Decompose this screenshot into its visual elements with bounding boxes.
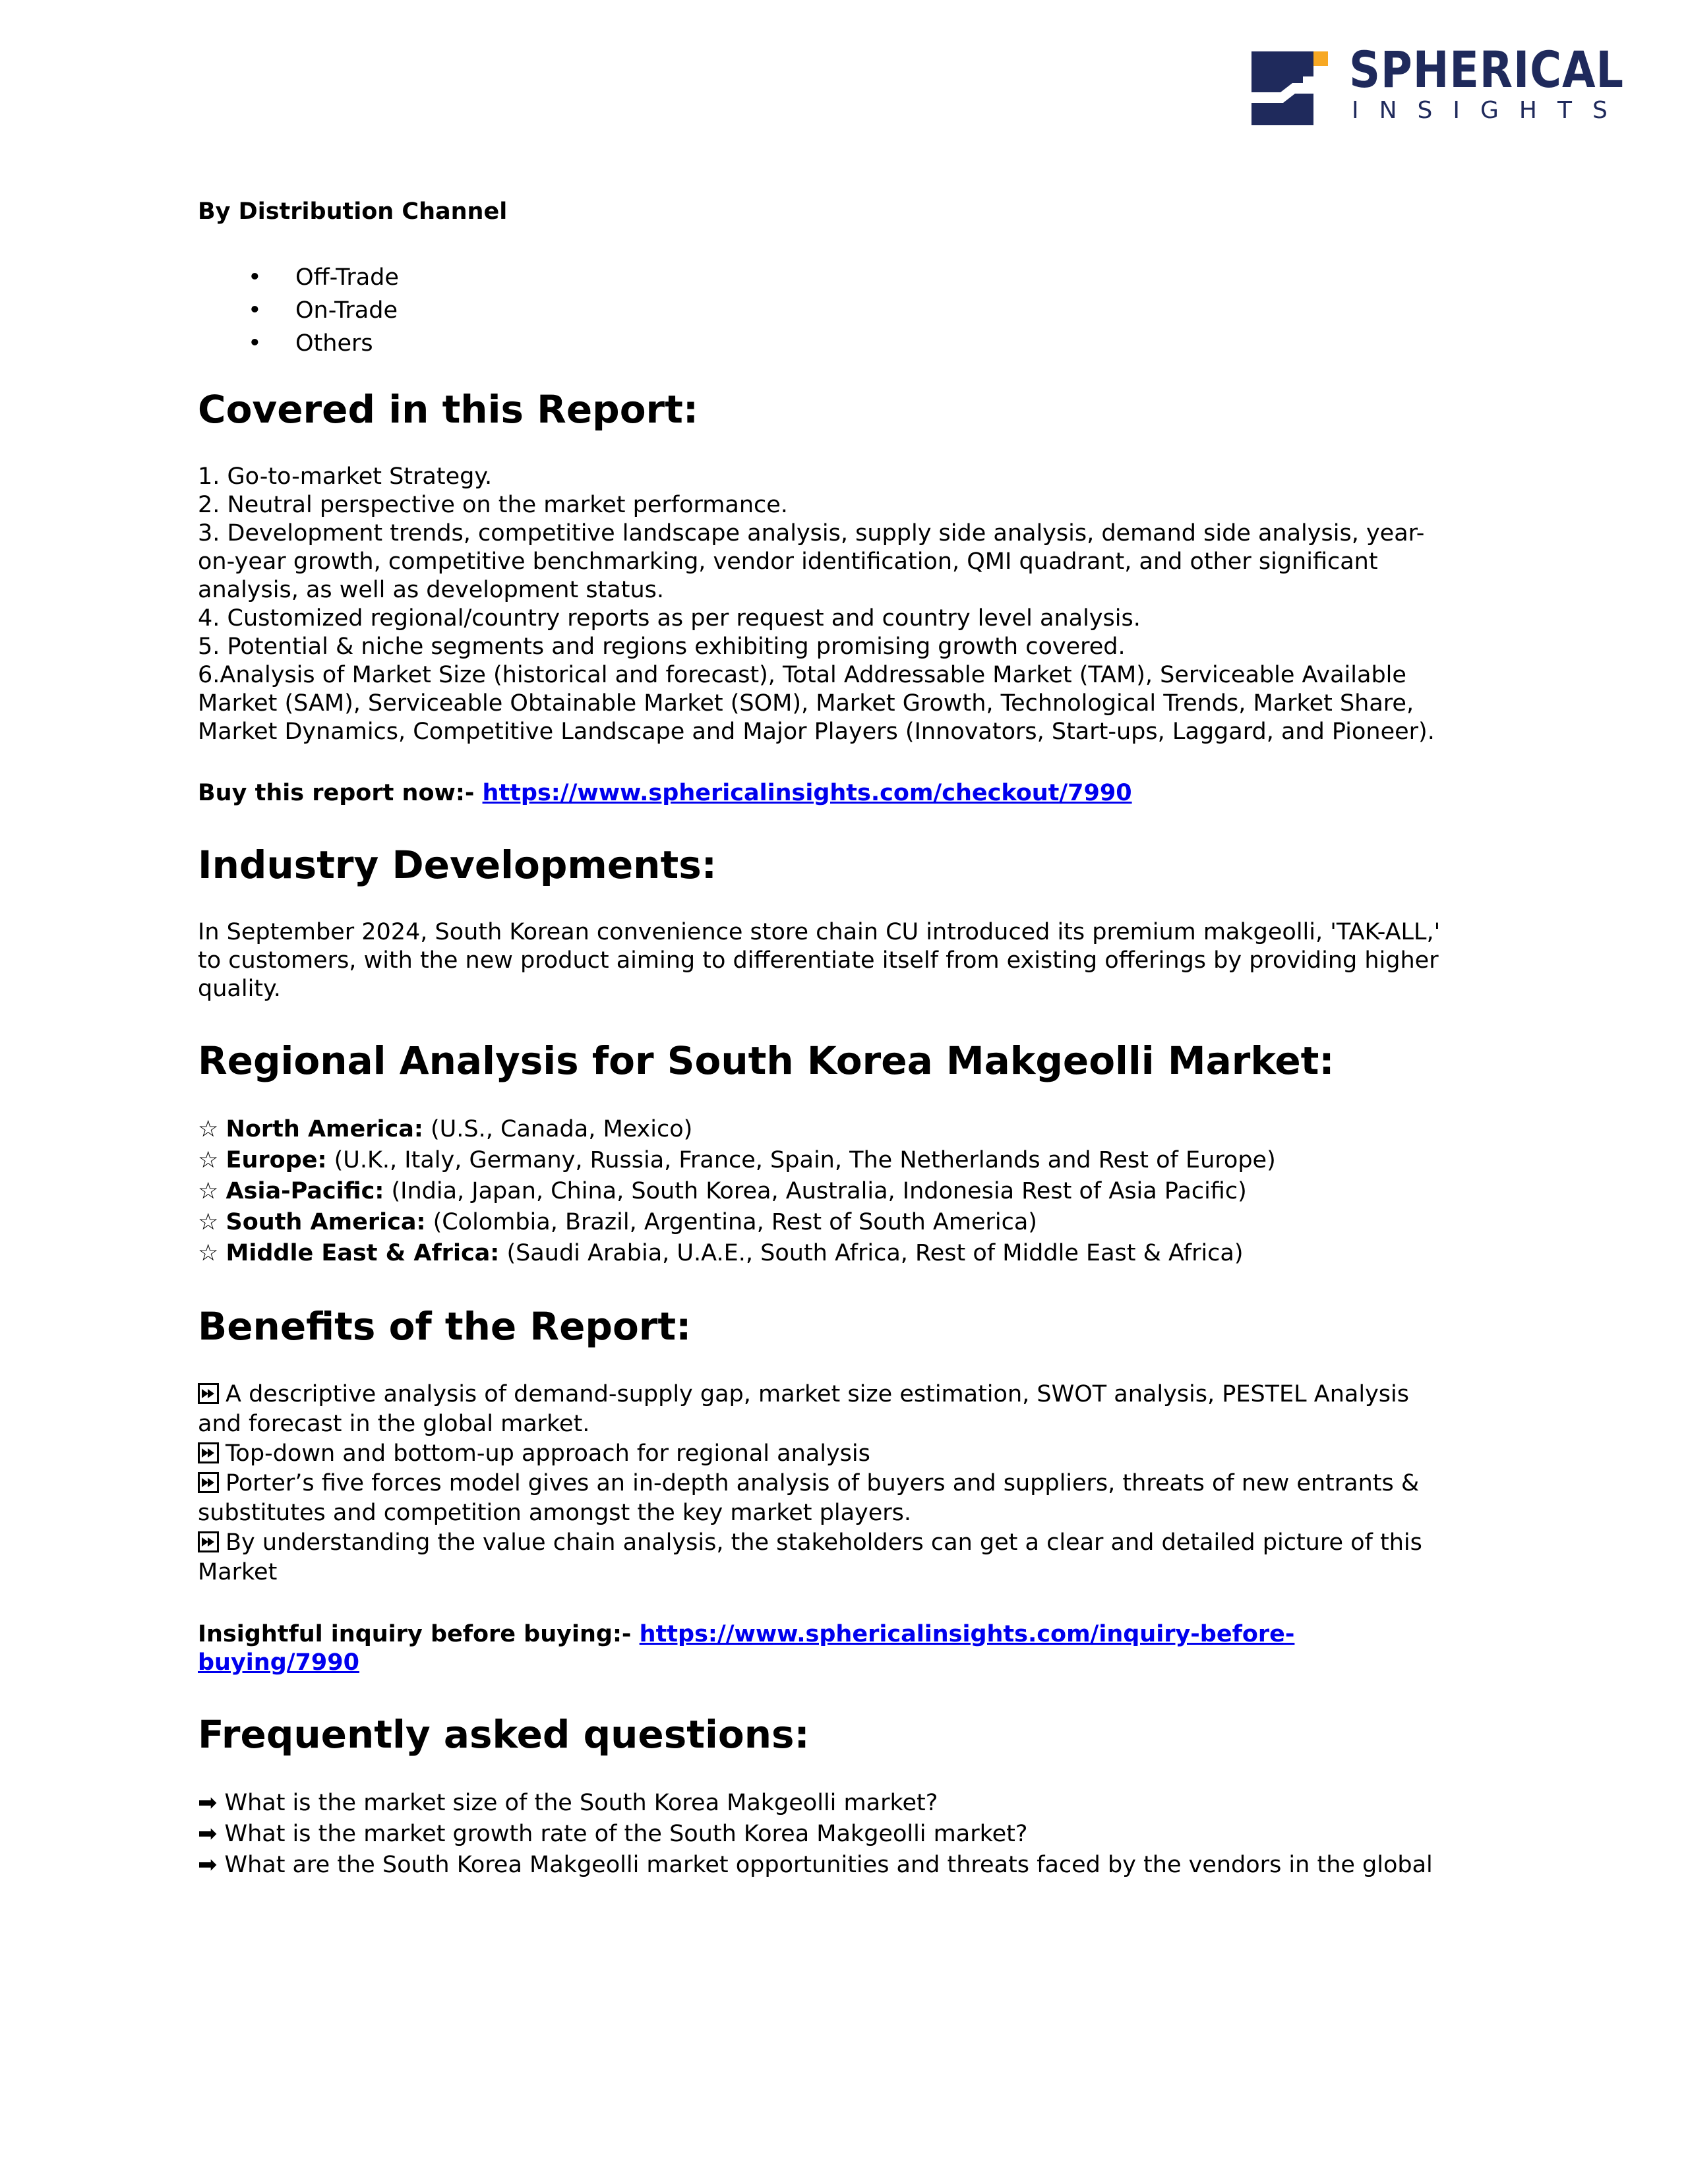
bullet-icon: •	[248, 264, 262, 291]
covered-line: 2. Neutral perspective on the market performance.	[198, 492, 788, 518]
list-item: • Others	[198, 327, 1490, 360]
list-item: ☆ Middle East & Africa: (Saudi Arabia, U.A.E., South Africa, Rest of Middle East & Africa)	[198, 1240, 1244, 1266]
covered-heading: Covered in this Report:	[198, 387, 699, 432]
covered-line: Market Dynamics, Competitive Landscape and Major Players (Innovators, Start-ups, Laggard, and Pioneer).	[198, 719, 1435, 745]
distribution-list	[198, 261, 1490, 360]
spherical-insights-logo	[1251, 40, 1628, 129]
faq-item: ➡ What is the market size of the South Korea Makgeolli market?	[198, 1790, 938, 1816]
star-icon: ☆	[198, 1209, 219, 1235]
arrow-right-icon: ➡	[198, 1852, 218, 1878]
faq-item: ➡ What are the South Korea Makgeolli market opportunities and threats faced by the vendors in the global	[198, 1852, 1433, 1878]
checkout-link[interactable]: https://www.sphericalinsights.com/checkout/7990	[482, 780, 1132, 806]
list-item: By understanding the value chain analysis, the stakeholders can get a clear and detailed picture of this	[198, 1528, 1490, 1558]
faq-heading: Frequently asked questions:	[198, 1712, 810, 1757]
inquiry-line	[198, 1620, 1490, 1677]
covered-line: 6.Analysis of Market Size (historical and forecast), Total Addressable Market (TAM), Serviceable Available	[198, 662, 1406, 688]
list-item: • On-Trade	[198, 294, 1490, 327]
bullet-icon: •	[248, 297, 262, 324]
regional-list	[198, 1114, 1490, 1269]
logo-mark-icon	[1251, 51, 1328, 125]
list-item: ☆ North America: (U.S., Canada, Mexico)	[198, 1116, 693, 1142]
covered-line: on-year growth, competitive benchmarking, vendor identification, QMI quadrant, and other significant	[198, 548, 1378, 575]
covered-list	[198, 463, 1490, 746]
list-item: Top-down and bottom-up approach for regional analysis	[198, 1439, 1490, 1469]
distribution-heading: By Distribution Channel	[198, 198, 508, 225]
fast-forward-icon	[198, 1383, 219, 1404]
covered-line: Market (SAM), Serviceable Obtainable Market (SOM), Market Growth, Technological Trends, Market Share,	[198, 690, 1414, 717]
star-icon: ☆	[198, 1178, 219, 1204]
star-icon: ☆	[198, 1116, 219, 1142]
star-icon: ☆	[198, 1240, 219, 1266]
list-item: Porter’s five forces model gives an in-depth analysis of buyers and suppliers, threats of new entrants &	[198, 1469, 1490, 1498]
benefits-list: A descriptive analysis of demand-supply gap, market size estimation, SWOT analysis, PESTEL Analysis and forecast in the global market. Top-down and bottom-up approach for regional analysis Porter’s five forces model gives an in-depth analysis of buyers and suppliers, threats of new entrants & substitutes and competition amongst the key market players. By understanding the value chain analysis, the stakeholders can get a clear and detailed picture of this Market	[198, 1380, 1490, 1587]
covered-line: 4. Customized regional/country reports as per request and country level analysis.	[198, 605, 1141, 632]
covered-line: analysis, as well as development status.	[198, 577, 664, 603]
star-icon: ☆	[198, 1147, 219, 1173]
inquiry-label: Insightful inquiry before buying:-	[198, 1621, 640, 1647]
benefits-heading: Benefits of the Report:	[198, 1304, 692, 1349]
fast-forward-icon	[198, 1442, 219, 1463]
inquiry-link-continued[interactable]: buying/7990	[198, 1649, 359, 1676]
regional-heading: Regional Analysis for South Korea Makgeolli Market:	[198, 1038, 1335, 1083]
industry-paragraph: In September 2024, South Korean convenience store chain CU introduced its premium makgeolli, 'TAK-ALL,' to customers, with the new product aiming to differentiate itself from existing offerings by providing higher quality.	[198, 919, 1441, 1002]
list-item: ☆ Europe: (U.K., Italy, Germany, Russia, France, Spain, The Netherlands and Rest of Europe)	[198, 1147, 1276, 1173]
list-item: • Off-Trade	[198, 261, 1490, 294]
list-item: ☆ Asia-Pacific: (India, Japan, China, South Korea, Australia, Indonesia Rest of Asia Pacific)	[198, 1178, 1247, 1204]
industry-heading: Industry Developments:	[198, 842, 717, 887]
arrow-right-icon: ➡	[198, 1821, 218, 1847]
arrow-right-icon: ➡	[198, 1790, 218, 1816]
logo-subtitle: INSIGHTS	[1352, 97, 1628, 124]
inquiry-link[interactable]: https://www.sphericalinsights.com/inquiry-before-	[639, 1621, 1295, 1647]
list-item: ☆ South America: (Colombia, Brazil, Argentina, Rest of South America)	[198, 1209, 1037, 1235]
logo-wordmark: SPHERICAL	[1349, 40, 1624, 99]
list-item: A descriptive analysis of demand-supply gap, market size estimation, SWOT analysis, PESTEL Analysis	[198, 1380, 1490, 1409]
covered-line: 3. Development trends, competitive landscape analysis, supply side analysis, demand side analysis, year-	[198, 520, 1425, 546]
covered-line: 1. Go-to-market Strategy.	[198, 463, 493, 490]
document-content	[198, 195, 1490, 1881]
bullet-icon: •	[248, 330, 262, 357]
buy-now-line	[198, 779, 1490, 808]
fast-forward-icon	[198, 1472, 219, 1493]
faq-item: ➡ What is the market growth rate of the South Korea Makgeolli market?	[198, 1821, 1028, 1847]
buy-now-label: Buy this report now:-	[198, 780, 483, 806]
fast-forward-icon	[198, 1531, 219, 1552]
covered-line: 5. Potential & niche segments and regions exhibiting promising growth covered.	[198, 634, 1126, 660]
faq-list	[198, 1788, 1490, 1881]
